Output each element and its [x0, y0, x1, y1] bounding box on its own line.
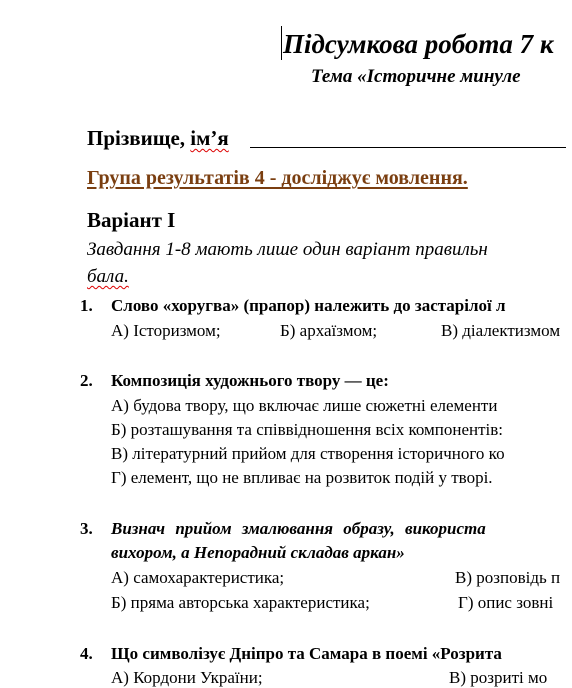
student-name-field[interactable]: [250, 147, 566, 148]
question-number-2: 2.: [80, 371, 93, 390]
q2-option-d: Г) елемент, що не впливає на розвиток подій у творі.: [111, 468, 493, 487]
question-text-1: Слово «хоругва» (прапор) належить до застарілої л: [111, 296, 506, 315]
q1-option-a: А) Історизмом;: [111, 321, 221, 340]
group-heading: Група результатів 4 - досліджує мовлення.: [87, 167, 468, 189]
question-number-1: 1.: [80, 296, 93, 315]
q3-option-b: Б) пряма авторська характеристика;: [111, 593, 370, 612]
q2-option-a: А) будова твору, що включає лише сюжетні елементи: [111, 396, 498, 415]
question-text-2: Композиція художнього твору — це:: [111, 371, 389, 390]
instructions-line-2: бала.: [87, 266, 129, 287]
q2-option-b: Б) розташування та співвідношення всіх компонентів:: [111, 420, 504, 439]
q1-option-c: В) діалектизмом: [441, 321, 561, 340]
q2-option-c: В) літературний прийом для створення історичного ко: [111, 444, 505, 463]
question-number-3: 3.: [80, 519, 93, 538]
q3-option-d: Г) опис зовні: [458, 593, 554, 612]
q1-option-b: Б) архаїзмом;: [280, 321, 378, 340]
instructions-line-1: Завдання 1-8 мають лише один варіант правильн: [87, 239, 488, 260]
q3-option-a: А) самохарактеристика;: [111, 568, 285, 587]
text-cursor: [281, 26, 282, 60]
question-text-3-line-2: вихором, а Непорадний складав аркан»: [111, 543, 405, 562]
name-label-part1: Прізвище,: [87, 126, 191, 150]
document-title: Підсумкова робота 7 к: [283, 29, 554, 59]
question-text-3-line-1: Визнач прийом змалювання образу, використа: [111, 519, 486, 538]
name-label-part2: ім’я: [190, 126, 229, 150]
question-number-4: 4.: [80, 644, 93, 663]
document-subtitle: Тема «Історичне минуле: [311, 66, 521, 87]
q4-option-a: А) Кордони України;: [111, 668, 263, 687]
q4-option-c: В) розриті мо: [449, 668, 548, 687]
q3-option-c: В) розповідь п: [455, 568, 561, 587]
variant-heading: Варіант І: [87, 208, 176, 232]
student-name-label: [87, 126, 229, 151]
question-text-4: Що символізує Дніпро та Самара в поемі «Розрита: [111, 644, 502, 663]
